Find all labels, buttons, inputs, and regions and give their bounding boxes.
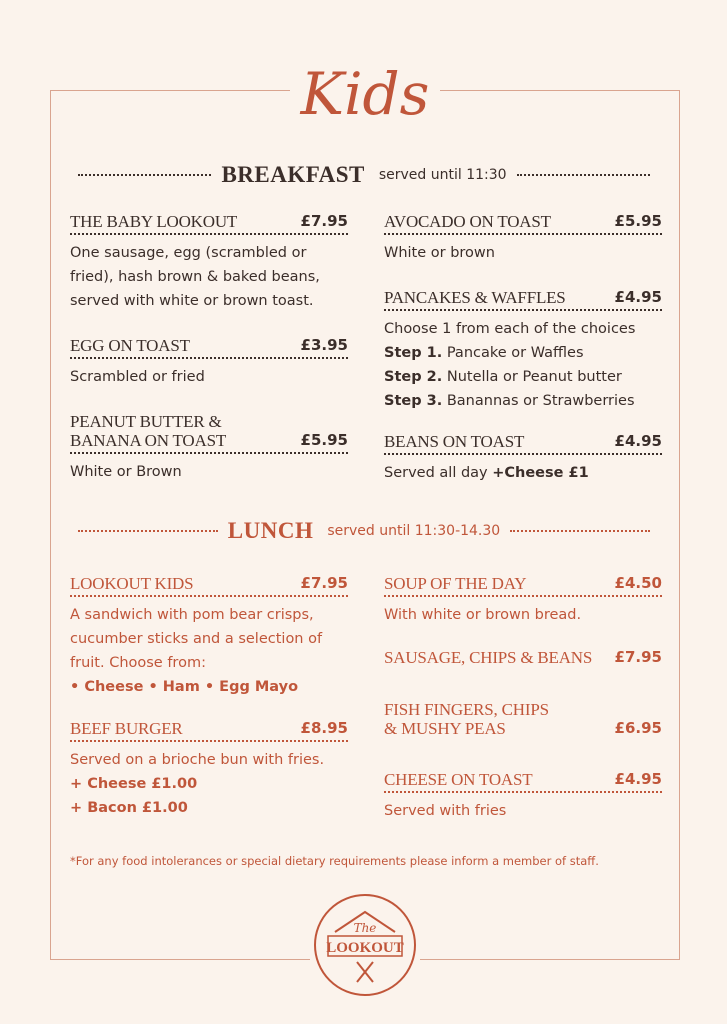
breakfast-heading: [68, 160, 660, 190]
item-price: £7.95: [300, 212, 348, 230]
menu-item-pancakes-waffles: [384, 288, 662, 413]
item-desc: One sausage, egg (scrambled or fried), hash brown & baked beans, served with white or brown toast.: [70, 245, 320, 309]
menu-item-soup-of-the-day: [384, 574, 662, 627]
item-name: EGG ON TOAST: [70, 336, 190, 355]
menu-item-egg-on-toast: [70, 336, 348, 389]
menu-item-fish-fingers: [384, 700, 662, 740]
item-desc: Served with fries: [384, 803, 507, 819]
item-price: £4.95: [614, 288, 662, 306]
menu-item-avocado-on-toast: [384, 212, 662, 265]
item-name: SAUSAGE, CHIPS & BEANS: [384, 648, 593, 667]
item-price: £6.95: [614, 719, 662, 737]
breakfast-title: BREAKFAST: [221, 162, 365, 187]
item-price: £4.95: [614, 770, 662, 788]
breakfast-subtitle: served until 11:30: [378, 167, 507, 183]
menu-item-beef-burger: [70, 719, 348, 820]
menu-item-beans-on-toast: [384, 432, 662, 485]
item-price: £4.95: [614, 432, 662, 450]
item-desc: Choose 1 from each of the choices Step 1. Pancake or Waffles Step 2. Nutella or Peanut butter Step 3. Banannas or Strawberries: [384, 321, 636, 409]
item-desc: White or brown: [384, 245, 495, 261]
svg-text:LOOKOUT: LOOKOUT: [326, 940, 404, 956]
item-price: £8.95: [300, 719, 348, 737]
item-name: SOUP OF THE DAY: [384, 574, 527, 593]
dietary-footnote: *For any food intolerances or special dietary requirements please inform a member of staff.: [70, 854, 599, 868]
item-name: THE BABY LOOKOUT: [70, 212, 238, 231]
item-name: PEANUT BUTTER & BANANA ON TOAST: [70, 412, 227, 450]
menu-title: [290, 42, 440, 142]
item-name: CHEESE ON TOAST: [384, 770, 533, 789]
item-desc: With white or brown bread.: [384, 607, 582, 623]
item-desc: White or Brown: [70, 464, 182, 480]
menu-item-lookout-kids: [70, 574, 348, 699]
item-price: £7.95: [614, 648, 662, 666]
item-name: PANCAKES & WAFFLES: [384, 288, 566, 307]
divider: [510, 530, 650, 532]
item-name: AVOCADO ON TOAST: [384, 212, 551, 231]
lunch-heading: [68, 516, 660, 546]
item-price: £5.95: [300, 431, 348, 449]
item-desc: A sandwich with pom bear crisps, cucumber sticks and a selection of fruit. Choose from: • Cheese • Ham • Egg Mayo: [70, 607, 323, 695]
divider: [78, 174, 211, 176]
item-desc: Served all day +Cheese £1: [384, 465, 589, 481]
lookout-logo: [310, 890, 420, 1000]
item-desc: Served on a brioche bun with fries. + Cheese £1.00 + Bacon £1.00: [70, 752, 325, 816]
item-desc: Scrambled or fried: [70, 369, 205, 385]
fork-knife-icon: [357, 962, 373, 982]
svg-text:The: The: [353, 921, 377, 935]
menu-item-baby-lookout: [70, 212, 348, 313]
menu-item-cheese-on-toast: [384, 770, 662, 823]
item-price: £3.95: [300, 336, 348, 354]
item-name: BEEF BURGER: [70, 719, 183, 738]
menu-item-sausage-chips-beans: [384, 648, 662, 669]
divider: [78, 530, 218, 532]
divider: [517, 174, 650, 176]
item-price: £4.50: [614, 574, 662, 592]
lunch-subtitle: served until 11:30-14.30: [327, 523, 501, 539]
lunch-title: LUNCH: [227, 518, 314, 543]
menu-title-text: Kids: [300, 60, 430, 128]
item-price: £5.95: [614, 212, 662, 230]
item-name: FISH FINGERS, CHIPS & MUSHY PEAS: [384, 700, 549, 738]
menu-item-peanut-butter-banana: [70, 412, 348, 484]
item-name: BEANS ON TOAST: [384, 432, 525, 451]
item-name: LOOKOUT KIDS: [70, 574, 194, 593]
item-price: £7.95: [300, 574, 348, 592]
